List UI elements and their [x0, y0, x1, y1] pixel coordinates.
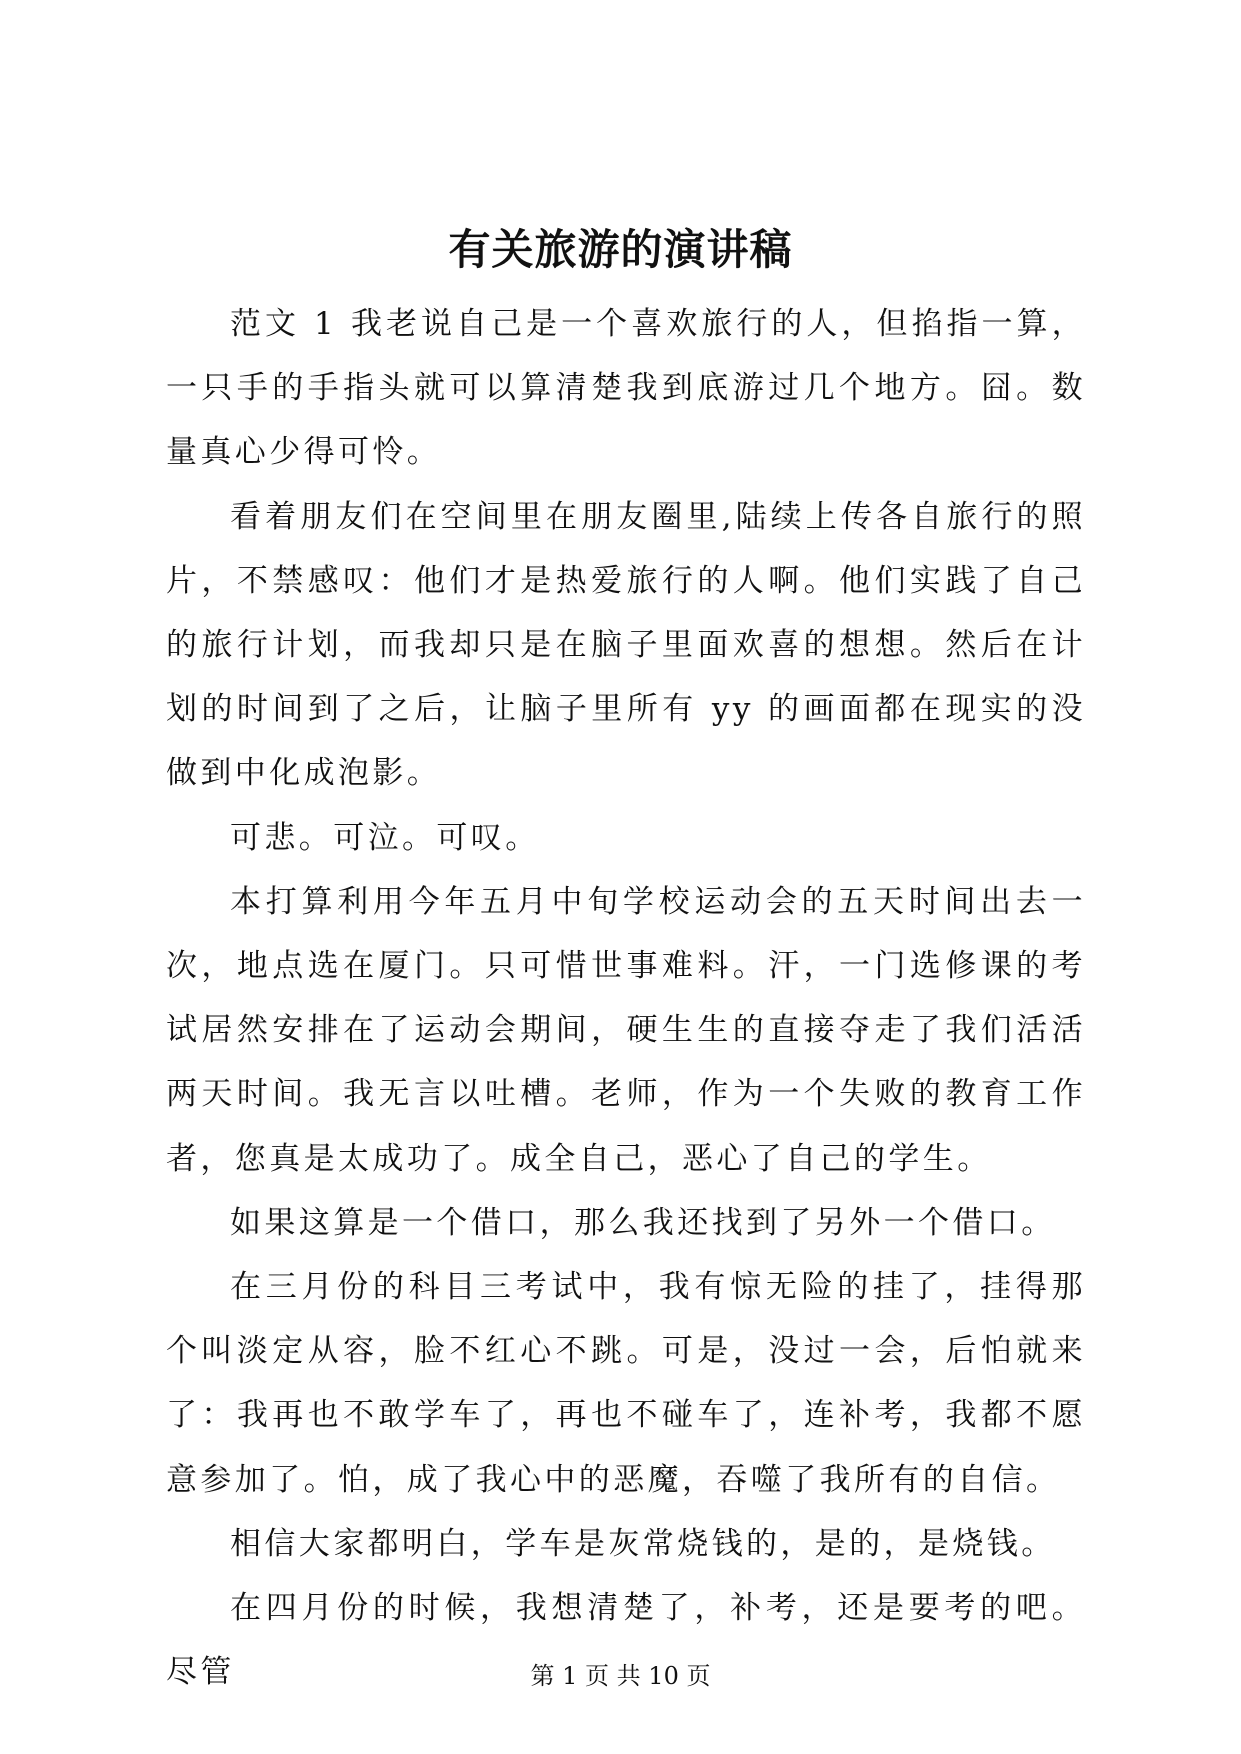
paragraph: 本打算利用今年五月中旬学校运动会的五天时间出去一次，地点选在厦门。只可惜世事难料。汗，一门选修课的考试居然安排在了运动会期间，硬生生的直接夺走了我们活活两天时间。我无言以吐槽。老师，作为一个失败的教育工作者，您真是太成功了。成全自己，恶心了自己的学生。 [166, 883, 1086, 1177]
document-title: 有关旅游的演讲稿 [448, 225, 793, 274]
paragraph: 在四月份的时候，我想清楚了，补考，还是要考的吧。尽管 [166, 1590, 1086, 1691]
paragraph: 可悲。可泣。可叹。 [230, 819, 540, 856]
document-body [166, 292, 1086, 1704]
paragraph: 在三月份的科目三考试中，我有惊无险的挂了，挂得那个叫淡定从容，脸不红心不跳。可是，没过一会，后怕就来了：我再也不敢学车了，再也不碰车了，连补考，我都不愿意参加了。怕，成了我心中的恶魔，吞噬了我所有的自信。 [166, 1269, 1086, 1498]
paragraph: 如果这算是一个借口，那么我还找到了另外一个借口。 [230, 1204, 1056, 1241]
paragraph: 范文 1 我老说自己是一个喜欢旅行的人，但掐指一算，一只手的手指头就可以算清楚我到底游过几个地方。囧。数量真心少得可怜。 [166, 306, 1086, 471]
paragraph: 看着朋友们在空间里在朋友圈里,陆续上传各自旅行的照片，不禁感叹：他们才是热爱旅行的人啊。他们实践了自己的旅行计划，而我却只是在脑子里面欢喜的想想。然后在计划的时间到了之后，让脑子里所有 yy 的画面都在现实的没做到中化成泡影。 [166, 498, 1086, 792]
paragraph: 相信大家都明白，学车是灰常烧钱的，是的，是烧钱。 [230, 1525, 1056, 1562]
page-footer: 第 1 页 共 10 页 [530, 1662, 711, 1690]
